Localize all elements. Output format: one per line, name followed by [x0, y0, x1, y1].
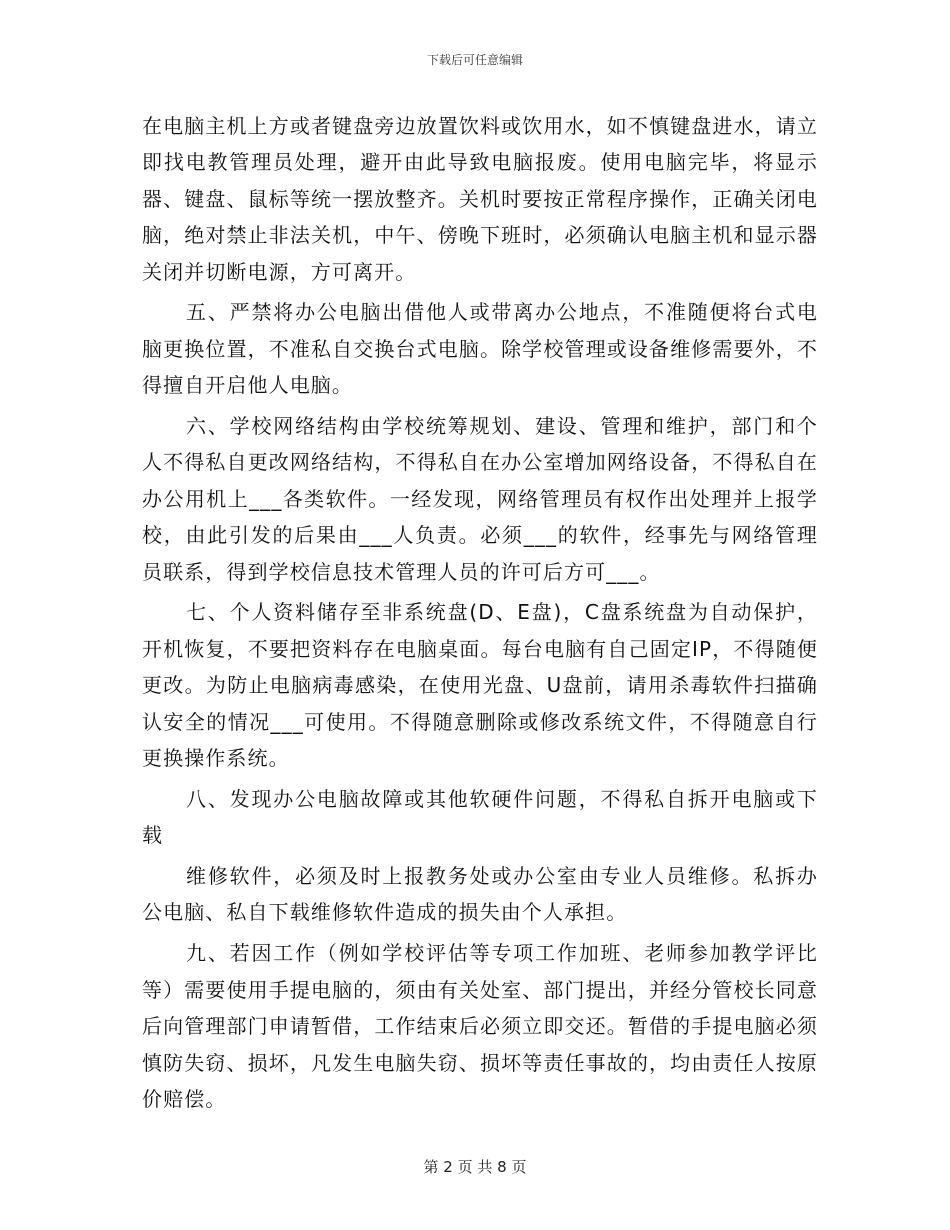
- paragraph-item-8-continued: 维修软件，必须及时上报教务处或办公室由专业人员维修。私拆办公电脑、私自下载维修软件造成的损失由个人承担。: [142, 864, 818, 925]
- paragraph-continuation: 在电脑主机上方或者键盘旁边放置饮料或饮用水，如不慎键盘进水，请立即找电教管理员处理，避开由此导致电脑报废。使用电脑完毕，将显示器、键盘、鼠标等统一摆放整齐。关机时要按正常程序操作，正确关闭电脑，绝对禁止非法关机，中午、傍晚下班时，必须确认电脑主机和显示器关闭并切断电源，方可离开。: [142, 114, 818, 284]
- page-number: 第 2 页 共 8 页: [423, 1158, 527, 1176]
- document-body: [142, 108, 818, 1117]
- paragraph-item-8: 八、发现办公电脑故障或其他软硬件问题，不得私自拆开电脑或下载: [142, 786, 818, 848]
- page-header: 下载后可任意编辑: [426, 53, 523, 67]
- paragraph-item-5: 五、严禁将办公电脑出借他人或带离办公地点，不准随便将台式电脑更换位置，不准私自交换台式电脑。除学校管理或设备维修需要外，不得擅自开启他人电脑。: [142, 300, 818, 398]
- paragraph-item-9: 九、若因工作（例如学校评估等专项工作加班、老师参加教学评比等）需要使用手提电脑的，须由有关处室、部门提出，并经分管校长同意后向管理部门申请暂借，工作结束后必须立即交还。暂借的手提电脑必须慎防失窃、损坏，凡发生电脑失窃、损坏等责任事故的，均由责任人按原价赔偿。: [142, 941, 818, 1111]
- paragraph-item-6: 六、学校网络结构由学校统筹规划、建设、管理和维护，部门和个人不得私自更改网络结构，不得私自在办公室增加网络设备，不得私自在办公用机上___各类软件。一经发现，网络管理员有权作出处理并上报学校，由此引发的后果由___人负责。必须___的软件，经事先与网络管理员联系，得到学校信息技术管理人员的许可后方可___。: [142, 414, 818, 584]
- paragraph-item-7: 七、个人资料储存至非系统盘(D、E盘)，C盘系统盘为自动保护，开机恢复，不要把资料存在电脑桌面。每台电脑有自己固定IP，不得随便更改。为防止电脑病毒感染，在使用光盘、U盘前，请用杀毒软件扫描确认安全的情况___可使用。不得随意删除或修改系统文件，不得随意自行更换操作系统。: [142, 600, 818, 771]
